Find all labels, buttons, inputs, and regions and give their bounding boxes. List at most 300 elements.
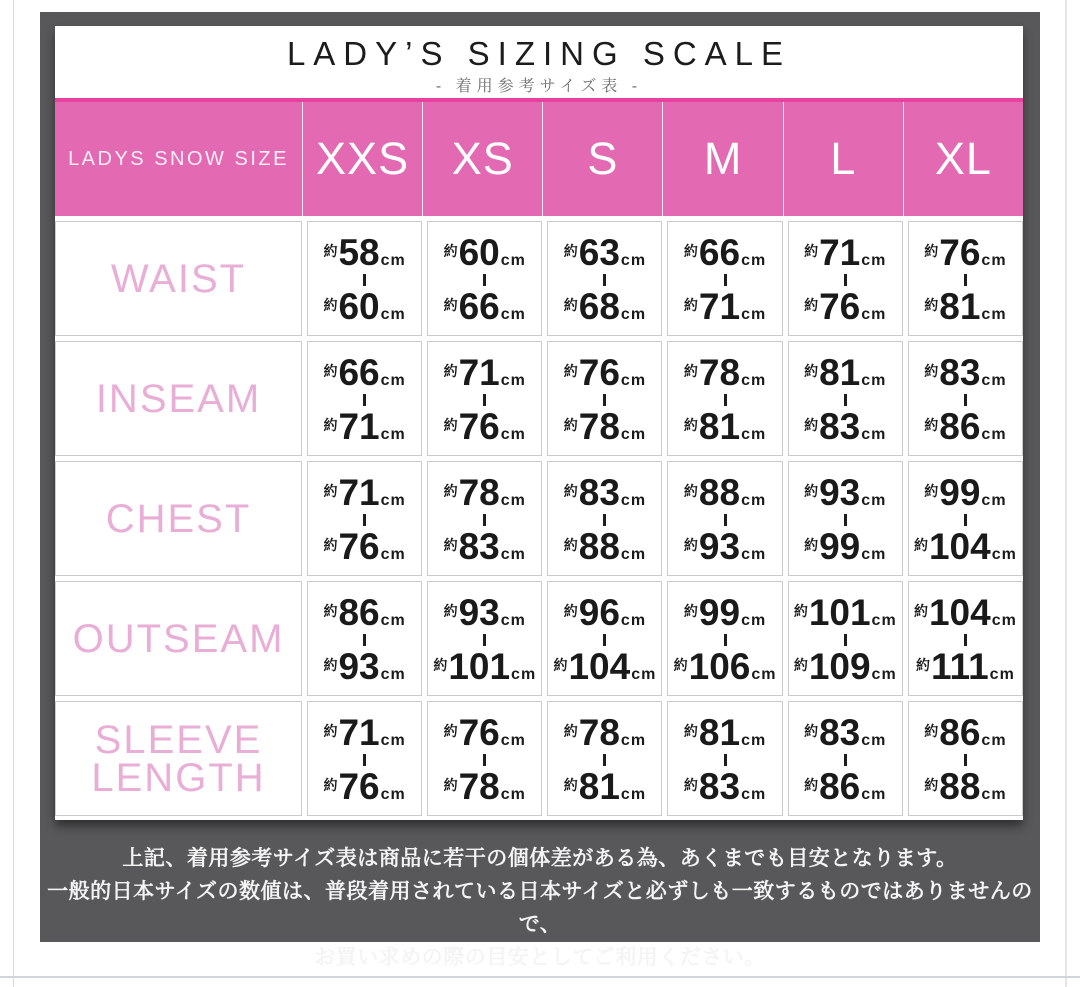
approx-prefix: 約 xyxy=(683,536,698,553)
range-min xyxy=(683,592,767,634)
approx-prefix: 約 xyxy=(563,536,578,553)
value-number: 93 xyxy=(819,472,861,514)
size-cell-outseam-xl xyxy=(908,581,1023,696)
range-dash-icon xyxy=(964,514,967,526)
value-number: 99 xyxy=(698,592,741,634)
range-dash-icon xyxy=(483,634,486,646)
size-cell-chest-xxs xyxy=(307,461,422,576)
unit-label: cm xyxy=(741,305,767,323)
unit-label: cm xyxy=(380,372,406,390)
approx-prefix: 約 xyxy=(804,723,819,740)
footer-note-line: お買い求めの際の目安としてご利用ください。 xyxy=(314,946,766,969)
size-header-l: L xyxy=(783,102,903,216)
unit-label: cm xyxy=(741,785,767,803)
table-body xyxy=(55,216,1023,816)
value-number: 76 xyxy=(458,405,500,447)
value-number: 71 xyxy=(458,352,500,394)
approx-prefix: 約 xyxy=(683,603,698,620)
unit-label: cm xyxy=(861,785,887,803)
approx-prefix: 約 xyxy=(804,416,819,433)
approx-prefix: 約 xyxy=(913,536,928,553)
range-min xyxy=(924,232,1007,274)
unit-label: cm xyxy=(861,305,887,323)
value-number: 83 xyxy=(819,712,861,754)
size-cell-waist-l xyxy=(788,221,903,336)
size-cell-chest-s xyxy=(547,461,662,576)
table-row-inseam xyxy=(55,341,1023,456)
range-min xyxy=(563,352,647,394)
approx-prefix: 約 xyxy=(924,296,939,313)
value-number: 111 xyxy=(931,645,989,687)
unit-label: cm xyxy=(741,732,767,750)
range-min xyxy=(924,712,1007,754)
range-dash-icon xyxy=(603,394,606,406)
value-number: 78 xyxy=(578,712,620,754)
page-title: LADY’S SIZING SCALE xyxy=(286,35,792,72)
unit-label: cm xyxy=(380,732,406,750)
approx-prefix: 約 xyxy=(683,416,698,433)
range-min xyxy=(323,592,406,634)
value-number: 83 xyxy=(819,405,861,447)
row-label-outseam: OUTSEAM xyxy=(55,581,302,696)
size-cell-sleeve-xxs xyxy=(307,701,422,816)
approx-prefix: 約 xyxy=(443,363,458,380)
unit-label: cm xyxy=(511,665,537,683)
unit-label: cm xyxy=(989,665,1015,683)
approx-prefix: 約 xyxy=(804,776,819,793)
unit-label: cm xyxy=(991,612,1017,630)
row-label-chest: CHEST xyxy=(55,461,302,576)
row-label-inseam: INSEAM xyxy=(55,341,302,456)
unit-label: cm xyxy=(741,425,767,443)
row-label-sleeve-length: SLEEVE LENGTH xyxy=(55,701,302,816)
unit-label: cm xyxy=(981,305,1007,323)
approx-prefix: 約 xyxy=(924,363,939,380)
table-row-outseam xyxy=(55,581,1023,696)
value-number: 76 xyxy=(578,352,620,394)
range-dash-icon xyxy=(363,754,366,766)
value-number: 86 xyxy=(939,405,981,447)
approx-prefix: 約 xyxy=(323,603,338,620)
unit-label: cm xyxy=(620,785,647,803)
range-dash-icon xyxy=(603,274,606,286)
value-number: 58 xyxy=(338,232,380,274)
value-number: 71 xyxy=(698,285,741,327)
size-cell-sleeve-m xyxy=(667,701,782,816)
value-number: 81 xyxy=(698,712,741,754)
unit-label: cm xyxy=(981,372,1007,390)
range-min xyxy=(443,472,526,514)
range-min xyxy=(563,712,647,754)
value-number: 83 xyxy=(578,472,620,514)
unit-label: cm xyxy=(500,305,526,323)
range-min xyxy=(793,592,897,634)
unit-label: cm xyxy=(500,732,526,750)
unit-label: cm xyxy=(500,372,526,390)
page-bottom-border-line xyxy=(0,976,1080,978)
range-dash-icon xyxy=(964,274,967,286)
table-row-chest xyxy=(55,461,1023,576)
unit-label: cm xyxy=(871,612,897,630)
range-max xyxy=(793,645,897,687)
value-number: 63 xyxy=(578,232,620,274)
range-max xyxy=(323,525,406,567)
value-number: 104 xyxy=(568,645,631,687)
approx-prefix: 約 xyxy=(924,776,939,793)
range-dash-icon xyxy=(844,514,847,526)
unit-label: cm xyxy=(620,425,647,443)
value-number: 86 xyxy=(939,712,981,754)
range-dash-icon xyxy=(724,634,727,646)
range-max xyxy=(804,285,887,327)
range-dash-icon xyxy=(724,754,727,766)
unit-label: cm xyxy=(380,425,406,443)
approx-prefix: 約 xyxy=(323,723,338,740)
value-number: 81 xyxy=(578,765,620,807)
size-cell-inseam-xs xyxy=(427,341,542,456)
approx-prefix: 約 xyxy=(804,296,819,313)
range-max xyxy=(443,285,526,327)
approx-prefix: 約 xyxy=(323,296,338,313)
range-dash-icon xyxy=(483,394,486,406)
value-number: 96 xyxy=(578,592,620,634)
unit-label: cm xyxy=(620,492,647,510)
size-cell-sleeve-xl xyxy=(908,701,1023,816)
size-header-m: M xyxy=(662,102,782,216)
unit-label: cm xyxy=(500,492,526,510)
unit-label: cm xyxy=(620,252,647,270)
unit-label: cm xyxy=(741,612,767,630)
range-max xyxy=(924,285,1007,327)
unit-label: cm xyxy=(751,665,777,683)
value-number: 81 xyxy=(698,405,741,447)
size-cell-waist-xs xyxy=(427,221,542,336)
corner-label: LADYS SNOW SIZE xyxy=(68,147,289,170)
range-min xyxy=(804,232,887,274)
unit-label: cm xyxy=(741,252,767,270)
value-number: 104 xyxy=(928,592,991,634)
approx-prefix: 約 xyxy=(443,243,458,260)
range-max xyxy=(804,405,887,447)
unit-label: cm xyxy=(861,492,887,510)
range-max xyxy=(563,405,647,447)
size-cell-chest-m xyxy=(667,461,782,576)
unit-label: cm xyxy=(380,545,406,563)
range-max xyxy=(563,285,647,327)
range-min xyxy=(804,712,887,754)
approx-prefix: 約 xyxy=(924,483,939,500)
value-number: 78 xyxy=(458,472,500,514)
value-number: 60 xyxy=(458,232,500,274)
page-right-border-line xyxy=(1065,0,1067,987)
footer-note-line: 一般的日本サイズの数値は、普段着用されている日本サイズと必ずしも一致するものではありませんので、 xyxy=(47,880,1033,936)
size-cell-chest-l xyxy=(788,461,903,576)
size-cell-outseam-xs xyxy=(427,581,542,696)
unit-label: cm xyxy=(380,665,406,683)
range-min xyxy=(443,352,526,394)
range-max xyxy=(683,285,767,327)
value-number: 66 xyxy=(698,232,741,274)
value-number: 76 xyxy=(458,712,500,754)
range-max xyxy=(683,405,767,447)
range-dash-icon xyxy=(483,514,486,526)
approx-prefix: 約 xyxy=(323,363,338,380)
range-dash-icon xyxy=(363,514,366,526)
approx-prefix: 約 xyxy=(443,416,458,433)
range-dash-icon xyxy=(603,514,606,526)
approx-prefix: 約 xyxy=(323,483,338,500)
unit-label: cm xyxy=(861,425,887,443)
size-cell-chest-xl xyxy=(908,461,1023,576)
unit-label: cm xyxy=(991,545,1017,563)
value-number: 76 xyxy=(819,285,861,327)
value-number: 83 xyxy=(939,352,981,394)
range-max xyxy=(683,765,767,807)
range-dash-icon xyxy=(483,274,486,286)
range-min xyxy=(443,232,526,274)
value-number: 83 xyxy=(698,765,741,807)
unit-label: cm xyxy=(620,545,647,563)
range-min xyxy=(443,592,526,634)
range-max xyxy=(443,525,526,567)
range-max xyxy=(443,765,526,807)
value-number: 88 xyxy=(698,472,741,514)
unit-label: cm xyxy=(500,612,526,630)
range-min xyxy=(323,472,406,514)
value-number: 81 xyxy=(939,285,981,327)
range-max xyxy=(323,285,406,327)
value-number: 106 xyxy=(688,645,751,687)
range-min xyxy=(563,232,647,274)
range-min xyxy=(323,232,406,274)
approx-prefix: 約 xyxy=(563,243,578,260)
range-max xyxy=(924,405,1007,447)
range-dash-icon xyxy=(844,754,847,766)
value-number: 86 xyxy=(338,592,380,634)
value-number: 93 xyxy=(458,592,500,634)
range-max xyxy=(443,405,526,447)
approx-prefix: 約 xyxy=(433,656,448,673)
range-dash-icon xyxy=(844,274,847,286)
approx-prefix: 約 xyxy=(913,603,928,620)
title-block xyxy=(55,26,1023,98)
size-cell-inseam-xxs xyxy=(307,341,422,456)
approx-prefix: 約 xyxy=(563,483,578,500)
approx-prefix: 約 xyxy=(683,243,698,260)
range-min xyxy=(683,472,767,514)
range-min xyxy=(683,352,767,394)
value-number: 93 xyxy=(698,525,741,567)
unit-label: cm xyxy=(380,305,406,323)
approx-prefix: 約 xyxy=(553,656,568,673)
approx-prefix: 約 xyxy=(804,243,819,260)
approx-prefix: 約 xyxy=(323,656,338,673)
approx-prefix: 約 xyxy=(563,603,578,620)
unit-label: cm xyxy=(981,785,1007,803)
approx-prefix: 約 xyxy=(563,363,578,380)
range-max xyxy=(804,525,887,567)
size-chart-card xyxy=(40,12,1040,969)
approx-prefix: 約 xyxy=(683,363,698,380)
range-dash-icon xyxy=(363,634,366,646)
value-number: 78 xyxy=(578,405,620,447)
approx-prefix: 約 xyxy=(804,536,819,553)
unit-label: cm xyxy=(380,612,406,630)
range-max xyxy=(563,525,647,567)
value-number: 71 xyxy=(338,712,380,754)
range-min xyxy=(563,592,647,634)
range-min xyxy=(443,712,526,754)
range-min xyxy=(924,352,1007,394)
unit-label: cm xyxy=(500,785,526,803)
range-min xyxy=(563,472,647,514)
value-number: 93 xyxy=(338,645,380,687)
range-dash-icon xyxy=(724,394,727,406)
approx-prefix: 約 xyxy=(673,656,688,673)
range-dash-icon xyxy=(363,394,366,406)
unit-label: cm xyxy=(620,612,647,630)
size-cell-waist-s xyxy=(547,221,662,336)
unit-label: cm xyxy=(861,732,887,750)
unit-label: cm xyxy=(741,492,767,510)
unit-label: cm xyxy=(871,665,897,683)
unit-label: cm xyxy=(981,252,1007,270)
unit-label: cm xyxy=(631,665,657,683)
range-max xyxy=(433,645,537,687)
unit-label: cm xyxy=(741,545,767,563)
approx-prefix: 約 xyxy=(563,776,578,793)
range-dash-icon xyxy=(724,274,727,286)
value-number: 60 xyxy=(338,285,380,327)
approx-prefix: 約 xyxy=(793,603,808,620)
approx-prefix: 約 xyxy=(323,776,338,793)
range-dash-icon xyxy=(603,754,606,766)
approx-prefix: 約 xyxy=(563,296,578,313)
range-min xyxy=(323,352,406,394)
value-number: 66 xyxy=(458,285,500,327)
approx-prefix: 約 xyxy=(443,483,458,500)
approx-prefix: 約 xyxy=(443,776,458,793)
value-number: 71 xyxy=(338,405,380,447)
range-min xyxy=(323,712,406,754)
approx-prefix: 約 xyxy=(683,483,698,500)
size-chart-panel xyxy=(55,26,1023,820)
approx-prefix: 約 xyxy=(443,536,458,553)
value-number: 109 xyxy=(808,645,871,687)
value-number: 66 xyxy=(338,352,380,394)
value-number: 68 xyxy=(578,285,620,327)
unit-label: cm xyxy=(620,372,647,390)
approx-prefix: 約 xyxy=(924,416,939,433)
range-min xyxy=(804,472,887,514)
value-number: 99 xyxy=(819,525,861,567)
range-max xyxy=(553,645,657,687)
footer-note-line: 上記、着用参考サイズ表は商品に若干の個体差がある為、あくまでも目安となります。 xyxy=(122,847,958,870)
size-cell-outseam-s xyxy=(547,581,662,696)
range-dash-icon xyxy=(964,754,967,766)
approx-prefix: 約 xyxy=(323,416,338,433)
value-number: 83 xyxy=(458,525,500,567)
range-min xyxy=(804,352,887,394)
range-min xyxy=(683,232,767,274)
value-number: 88 xyxy=(578,525,620,567)
unit-label: cm xyxy=(380,785,406,803)
size-cell-outseam-m xyxy=(667,581,782,696)
unit-label: cm xyxy=(981,425,1007,443)
approx-prefix: 約 xyxy=(683,776,698,793)
page-subtitle: - 着用参考サイズ表 - xyxy=(435,78,643,96)
unit-label: cm xyxy=(500,425,526,443)
size-header-xxs: XXS xyxy=(302,102,422,216)
value-number: 71 xyxy=(338,472,380,514)
size-cell-waist-xxs xyxy=(307,221,422,336)
size-cell-sleeve-s xyxy=(547,701,662,816)
approx-prefix: 約 xyxy=(924,723,939,740)
approx-prefix: 約 xyxy=(563,723,578,740)
unit-label: cm xyxy=(500,252,526,270)
size-header-xl: XL xyxy=(903,102,1023,216)
unit-label: cm xyxy=(981,732,1007,750)
approx-prefix: 約 xyxy=(323,243,338,260)
range-dash-icon xyxy=(844,394,847,406)
range-max xyxy=(563,765,647,807)
size-cell-outseam-l xyxy=(788,581,903,696)
approx-prefix: 約 xyxy=(443,603,458,620)
range-min xyxy=(683,712,767,754)
value-number: 78 xyxy=(458,765,500,807)
size-header-s: S xyxy=(542,102,662,216)
range-max xyxy=(323,765,406,807)
size-header-xs: XS xyxy=(422,102,542,216)
value-number: 76 xyxy=(338,525,380,567)
value-number: 104 xyxy=(928,525,991,567)
value-number: 86 xyxy=(819,765,861,807)
unit-label: cm xyxy=(981,492,1007,510)
range-dash-icon xyxy=(844,634,847,646)
range-dash-icon xyxy=(483,754,486,766)
value-number: 101 xyxy=(808,592,871,634)
value-number: 99 xyxy=(939,472,981,514)
approx-prefix: 約 xyxy=(916,656,931,673)
range-dash-icon xyxy=(603,634,606,646)
footer-note xyxy=(40,820,1040,969)
page-left-border-line xyxy=(13,0,14,987)
size-cell-sleeve-xs xyxy=(427,701,542,816)
range-min xyxy=(924,472,1007,514)
range-max xyxy=(913,525,1017,567)
approx-prefix: 約 xyxy=(924,243,939,260)
unit-label: cm xyxy=(380,492,406,510)
size-cell-chest-xs xyxy=(427,461,542,576)
size-cell-inseam-l xyxy=(788,341,903,456)
range-max xyxy=(924,765,1007,807)
size-cell-inseam-m xyxy=(667,341,782,456)
range-max xyxy=(804,765,887,807)
unit-label: cm xyxy=(500,545,526,563)
range-dash-icon xyxy=(964,394,967,406)
size-cell-outseam-xxs xyxy=(307,581,422,696)
size-cell-inseam-xl xyxy=(908,341,1023,456)
approx-prefix: 約 xyxy=(804,363,819,380)
table-row-waist xyxy=(55,221,1023,336)
value-number: 101 xyxy=(448,645,511,687)
approx-prefix: 約 xyxy=(563,416,578,433)
range-max xyxy=(683,525,767,567)
approx-prefix: 約 xyxy=(793,656,808,673)
value-number: 76 xyxy=(338,765,380,807)
range-max xyxy=(673,645,777,687)
range-max xyxy=(323,405,406,447)
